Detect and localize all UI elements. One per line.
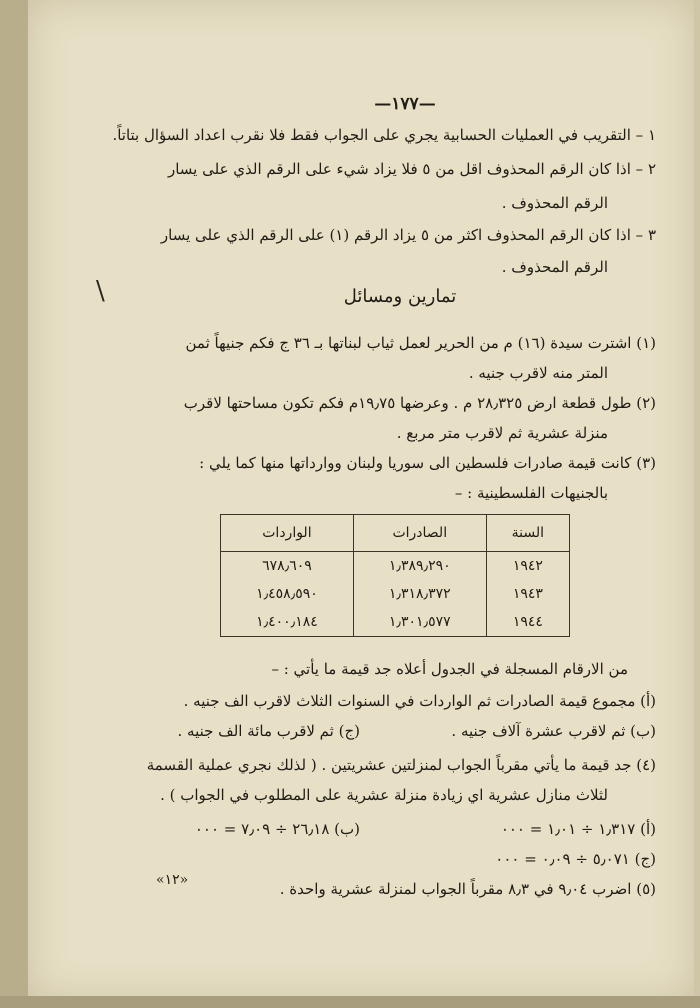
question-c: (ج) ثم لاقرب مائة الف جنيه . [177,722,360,740]
page-number: —١٧٧— [374,94,436,114]
cell-imports: ٦٧٨٫٦٠٩ [221,552,354,581]
exercise-2: (٢) طول قطعة ارض ٢٨٫٣٢٥ م . وعرضها ١٩٫٧٥م فكم تكون مساحتها لاقرب [183,394,656,412]
cell-exports: ١٫٣٠١٫٥٧٧ [353,608,486,637]
exercise-4-a: (أ) ١٫٣١٧ ÷ ١٫٠١ = ٠٠٠ [500,820,656,838]
page-left-edge [0,0,28,1008]
cell-exports: ١٫٣١٨٫٣٧٢ [353,580,486,608]
footer-mark: «١٢» [156,872,189,888]
table-header-row [221,515,570,552]
header-year: السنة [486,515,569,552]
question-b: (ب) ثم لاقرب عشرة آلاف جنيه . [451,722,656,740]
exercise-1-cont: المتر منه لاقرب جنيه . [468,364,608,382]
exercise-4-cont: لثلاث منازل عشرية اي زيادة منزلة عشرية على المطلوب في الجواب ) . [160,786,608,804]
exercise-3: (٣) كانت قيمة صادرات فلسطين الى سوريا ولبنان ووارداتها منها كما يلي : [199,454,656,472]
exercise-4-b: (ب) ٢٦٫١٨ ÷ ٧٫٠٩ = ٠٠٠ [194,820,360,838]
table-question: من الارقام المسجلة في الجدول أعلاه جد قيمة ما يأتي : – [271,660,628,678]
cell-year: ١٩٤٤ [486,608,569,637]
cell-year: ١٩٤٢ [486,552,569,581]
exercise-1: (١) اشترت سيدة (١٦) م من الحرير لعمل ثياب لبناتها بـ ٣٦ ج فكم جنيهاً ثمن [185,334,656,352]
question-a: (أ) مجموع قيمة الصادرات ثم الواردات في السنوات الثلاث لاقرب الف جنيه . [183,692,656,710]
cell-imports: ١٫٤٠٠٫١٨٤ [221,608,354,637]
table-row [221,608,570,637]
rule-1: ١ – التقريب في العمليات الحسابية يجري على الجواب فقط فلا نقرب اعداد السؤال بتاتاً. [112,126,656,144]
header-imports: الواردات [221,515,354,552]
rule-2-cont: الرقم المحذوف . [501,194,608,212]
cell-year: ١٩٤٣ [486,580,569,608]
margin-mark: \ [96,276,105,306]
cell-exports: ١٫٣٨٩٫٢٩٠ [353,552,486,581]
exercise-3-cont: بالجنيهات الفلسطينية : – [454,484,608,502]
exercise-4: (٤) جد قيمة ما يأتي مقرباً الجواب لمنزلتين عشريتين . ( لذلك نجري عملية القسمة [146,756,656,774]
exercise-4-c: (ج) ٥٫٠٧١ ÷ ٠٫٠٩ = ٠٠٠ [495,850,656,868]
exports-imports-table [220,514,570,637]
cell-imports: ١٫٤٥٨٫٥٩٠ [221,580,354,608]
header-exports: الصادرات [353,515,486,552]
table-row [221,580,570,608]
table-row [221,552,570,581]
rule-2: ٢ – اذا كان الرقم المحذوف اقل من ٥ فلا يزاد شيء على الرقم الذي على يسار [167,160,656,178]
rule-3: ٣ – اذا كان الرقم المحذوف اكثر من ٥ يزاد الرقم (١) على الرقم الذي على يسار [160,226,656,244]
page-bottom-edge [0,996,700,1008]
exercise-5: (٥) اضرب ٩٫٠٤ في ٨٫٣ مقرباً الجواب لمنزلة عشرية واحدة . [279,880,656,898]
exercise-2-cont: منزلة عشرية ثم لاقرب متر مربع . [396,424,608,442]
rule-3-cont: الرقم المحذوف . [501,258,608,276]
section-title: تمارين ومسائل [343,286,457,307]
